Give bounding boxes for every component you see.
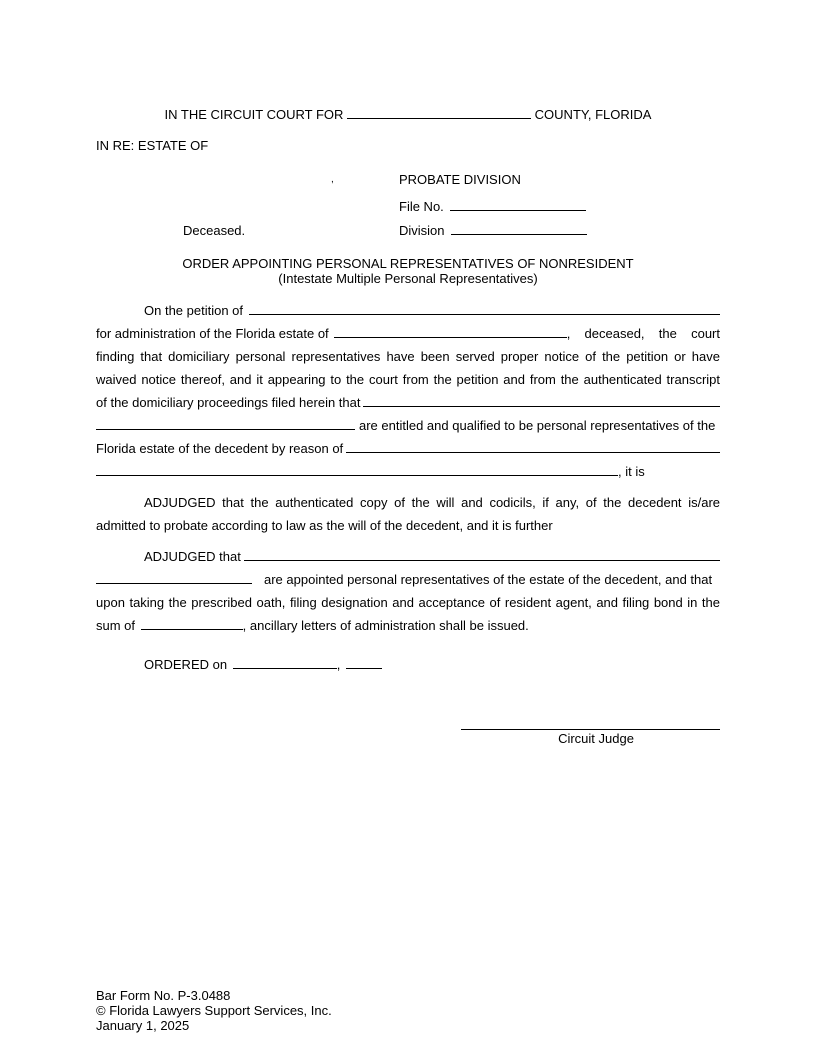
- probate-division-label: PROBATE DIVISION: [399, 172, 521, 187]
- court-suffix: COUNTY, FLORIDA: [534, 107, 652, 122]
- p3-line-2: [96, 572, 720, 587]
- division-blank[interactable]: [451, 223, 587, 235]
- ordered-line: [144, 657, 382, 672]
- representatives-blank-1[interactable]: [363, 395, 720, 407]
- p3-line-4: [96, 618, 529, 633]
- p1-line-6: [96, 418, 720, 433]
- in-re-label: IN RE: ESTATE OF: [96, 138, 209, 153]
- caption-comma: ,: [331, 174, 334, 185]
- division-row: [399, 223, 587, 238]
- bond-sum-blank[interactable]: [141, 618, 243, 630]
- court-prefix: IN THE CIRCUIT COURT FOR: [164, 107, 344, 122]
- p3-sum-text: sum of: [96, 618, 136, 633]
- file-no-row: [399, 199, 586, 214]
- p1-it-is-text: , it is: [618, 464, 645, 479]
- deceased-label: Deceased.: [183, 223, 246, 238]
- p1-domiciliary-text: of the domiciliary proceedings filed herein that: [96, 395, 361, 410]
- p1-administration-text: for administration of the Florida estate of: [96, 326, 329, 341]
- order-year-blank[interactable]: [346, 657, 382, 669]
- p1-line-2: [96, 326, 720, 341]
- p1-line-8: [96, 464, 720, 479]
- p3-letters-text: , ancillary letters of administration shall be issued.: [242, 618, 529, 633]
- footer-date: January 1, 2025: [96, 1018, 190, 1033]
- court-heading: [96, 107, 720, 122]
- p1-deceased-text: , deceased, the court: [566, 326, 720, 341]
- p2-line-1: ADJUDGED that the authenticated copy of the will and codicils, if any, of the decedent is/are: [144, 495, 720, 510]
- p1-line-5: [96, 395, 720, 410]
- document-subtitle: (Intestate Multiple Personal Representatives): [278, 271, 538, 286]
- p3-line-3: upon taking the prescribed oath, filing designation and acceptance of resident agent, and filing bond in the: [96, 595, 720, 610]
- footer-form-no: Bar Form No. P-3.0488: [96, 988, 231, 1003]
- p3-line-1: [144, 549, 720, 564]
- representatives-blank-2[interactable]: [96, 418, 355, 430]
- ordered-text: ORDERED on: [144, 657, 228, 672]
- appointees-blank-2[interactable]: [96, 572, 252, 584]
- appointees-blank-1[interactable]: [244, 549, 720, 561]
- p3-adjudged-text: ADJUDGED that: [144, 549, 241, 564]
- p1-petition-text: On the petition of: [144, 303, 244, 318]
- p1-line-7: [96, 441, 720, 456]
- circuit-judge-label: Circuit Judge: [558, 731, 634, 746]
- footer-copyright: © Florida Lawyers Support Services, Inc.: [96, 1003, 332, 1018]
- ordered-comma: ,: [336, 657, 341, 672]
- reason-blank-1[interactable]: [346, 441, 720, 453]
- p1-reason-text: Florida estate of the decedent by reason of: [96, 441, 344, 456]
- p1-line-4: waived notice thereof, and it appearing to the court from the petition and from the authenticated transcript: [96, 372, 720, 387]
- p1-line-1: [144, 303, 720, 318]
- file-no-blank[interactable]: [450, 199, 586, 211]
- decedent-name-blank[interactable]: [334, 326, 567, 338]
- petitioner-blank[interactable]: [249, 303, 720, 315]
- order-date-blank[interactable]: [233, 657, 337, 669]
- p3-appointed-text: are appointed personal representatives of the estate of the decedent, and that: [264, 572, 713, 587]
- judge-signature-line[interactable]: [461, 729, 720, 730]
- division-label: Division: [399, 223, 445, 238]
- p1-entitled-text: are entitled and qualified to be personal representatives of the: [359, 418, 716, 433]
- p1-line-3: finding that domiciliary personal representatives have been served proper notice of the petition or have: [96, 349, 720, 364]
- document-title: ORDER APPOINTING PERSONAL REPRESENTATIVES OF NONRESIDENT: [182, 256, 634, 271]
- p2-line-2: admitted to probate according to law as the will of the decedent, and it is further: [96, 518, 553, 533]
- file-no-label: File No.: [399, 199, 444, 214]
- county-blank[interactable]: [347, 107, 531, 119]
- reason-blank-2[interactable]: [96, 464, 618, 476]
